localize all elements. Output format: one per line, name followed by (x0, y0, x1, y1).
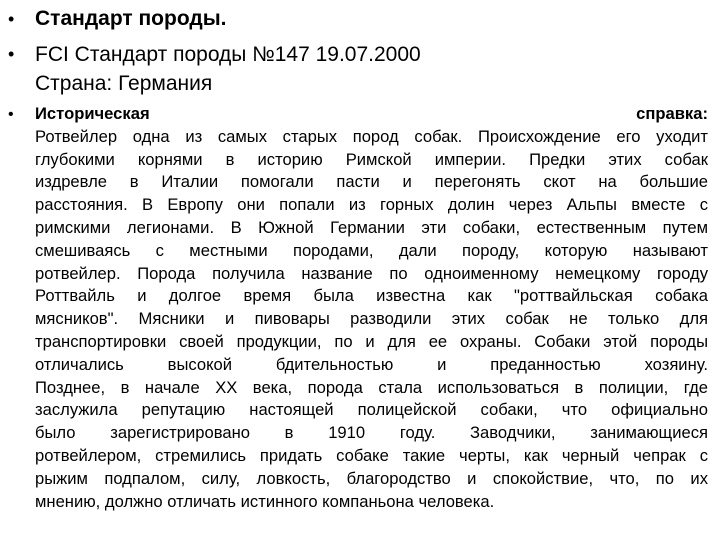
history-heading-right: справка: (636, 104, 708, 123)
fci-standard-text (35, 40, 675, 98)
history-line: римскими легионами. В Южной Германии эти собаки, естественным путем (35, 217, 708, 237)
history-line: отличались высокой бдительностью и преданностью хозяину. (35, 354, 708, 374)
history-line: Позднее, в начале XX века, порода стала использоваться в полиции, где (35, 377, 708, 397)
history-heading-left: Историческая (35, 104, 150, 123)
history-line: смешиваясь с местными породами, дали породу, которую называют (35, 240, 708, 260)
history-line: было зарегистрировано в 1910 году. Заводчики, занимающиеся (35, 423, 708, 443)
history-line: Роттвайль и долгое время была известна как "роттвайльская собака (35, 286, 708, 306)
history-line: заслужила репутацию настоящей полицейской собаки, что официально (35, 400, 708, 420)
fci-standard-number: FCI Стандарт породы №147 19.07.2000 (35, 43, 421, 66)
bullet-marker: • (8, 44, 15, 64)
bullet-marker: • (8, 106, 14, 123)
history-line: издревле в Италии помогали пасти и перегонять скот на большие (35, 172, 708, 192)
history-line: мясников". Мясники и пивовары разводили этих собак не только для (35, 309, 708, 329)
history-line: ротвейлером, стремились придать собаке такие черты, как черный чепрак с (35, 445, 708, 465)
history-line: мнению, должно отличать истинного компаньона человека. (35, 491, 495, 511)
breed-standard-heading: Стандарт породы. (35, 7, 227, 30)
bullet-marker: • (8, 9, 15, 29)
country-line: Страна: Германия (35, 72, 213, 95)
history-line: транспортировки своей продукции, по и для ее охраны. Собаки этой породы (35, 331, 708, 351)
history-heading (35, 103, 708, 126)
history-line: рыжим подпалом, силу, ловкость, благородство и спокойствие, что, по их (35, 468, 708, 488)
history-line: Ротвейлер одна из самых старых пород собак. Происхождение его уходит (35, 126, 708, 146)
history-paragraph (35, 103, 708, 513)
history-line: глубокими корнями в историю Римской империи. Предки этих собак (35, 149, 708, 169)
history-line: расстояния. В Европу они попали из горных долин через Альпы вместе с (35, 195, 708, 215)
history-line: ротвейлер. Порода получила название по одноименному немецкому городу (35, 263, 708, 283)
